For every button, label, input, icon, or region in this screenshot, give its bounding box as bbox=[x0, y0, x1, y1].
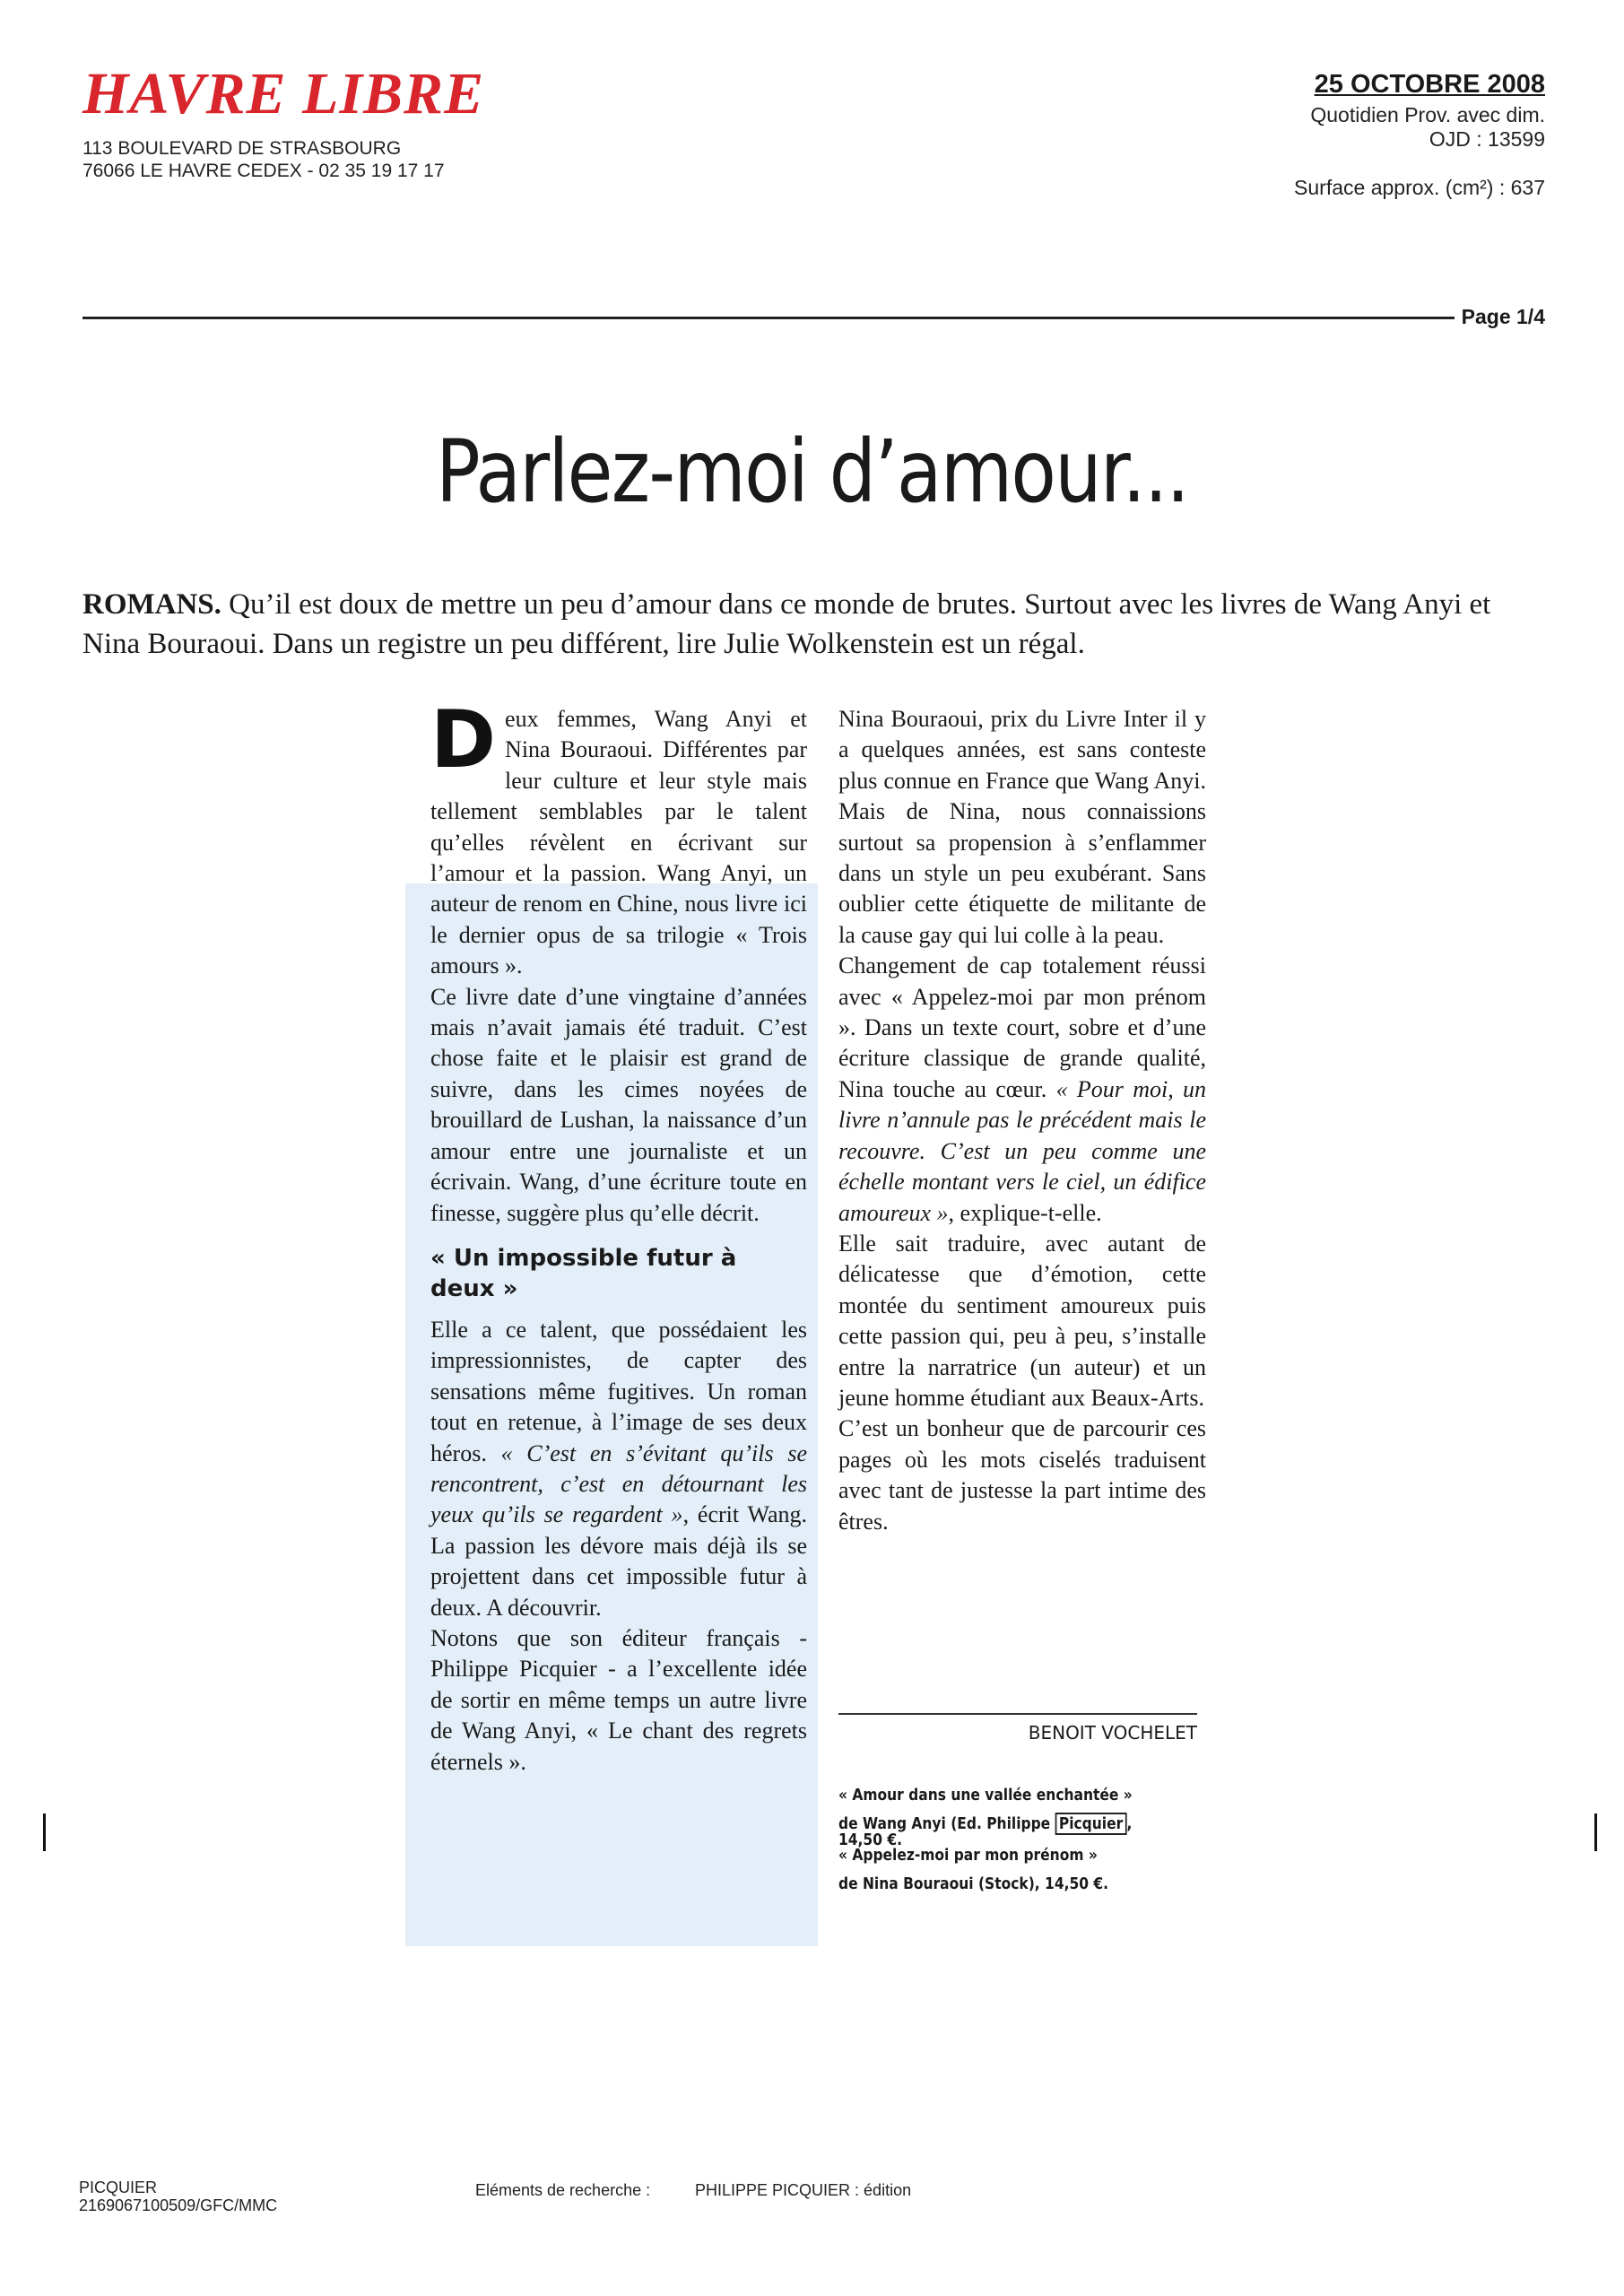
address-line-2: 76066 LE HAVRE CEDEX - 02 35 19 17 17 bbox=[83, 161, 445, 181]
book-ref-1-author: de Wang Anyi (Ed. Philippe bbox=[838, 1814, 1055, 1833]
footer-search-value: PHILIPPE PICQUIER : édition bbox=[695, 2181, 912, 2199]
book-ref-2-details: de Nina Bouraoui (Stock), 14,50 €. bbox=[838, 1874, 1109, 1893]
surface-area: Surface approx. (cm²) : 637 bbox=[1294, 176, 1545, 199]
paragraph-7: Elle sait traduire, avec autant de délicatesse que d’émotion, cette montée du sentiment amoureux puis cette passion qui, peu à peu, s’installe entre la narratrice (un auteur) et un jeune homme étudiant aux Beaux-Arts. bbox=[838, 1230, 1206, 1411]
signature-rule bbox=[838, 1713, 1197, 1715]
paragraph-2: Ce livre date d’une vingtaine d’années mais n’avait jamais été traduit. C’est chose faite et le plaisir est grand de suivre, dans les cimes noyées de brouillard de Lushan, la naissance d’un amour entre une journaliste et un écrivain. Wang, d’une écriture toute en finesse, suggère plus qu’elle décrit. bbox=[430, 983, 807, 1226]
header-rule bbox=[83, 317, 1455, 319]
footer-code: 2169067100509/GFC/MMC bbox=[79, 2196, 278, 2214]
paragraph-1-text: eux femmes, Wang Anyi et Nina Bouraoui. Différentes par leur culture et leur style mais tellement semblables par le talent qu’elles révèlent en écrivant sur l’amour et la passion. Wang Anyi, un auteur de renom en Chine, nous livre ici le dernier opus de sa trilogie « Trois amours ». bbox=[430, 706, 807, 979]
paragraph-3-text-b: , écrit Wang. La passion les dévore mais déjà ils se projettent dans cet impossible futur à deux. A découvrir. bbox=[430, 1501, 807, 1621]
paragraph-5: Nina Bouraoui, prix du Livre Inter il y a quelques années, est sans conteste plus connue en France que Wang Anyi. Mais de Nina, nous connaissions surtout sa propension à s’enflammer dans un style un peu exubérant. Sans oublier cette étiquette de militante de la cause gay qui lui colle à la peau. bbox=[838, 706, 1206, 948]
nina-quote: « Pour moi, un livre n’annule pas le précédent mais le recouvre. C’est un peu comme une échelle montant vers le ciel, un édifice amoureux » bbox=[838, 1075, 1206, 1226]
article-headline: Parlez-moi d’amour... bbox=[435, 422, 1189, 522]
book-ref-1-price: , 14,50 €. bbox=[838, 1814, 1133, 1849]
publication-date: 25 OCTOBRE 2008 bbox=[1314, 70, 1545, 99]
paragraph-4: Notons que son éditeur français - Philippe Picquier - a l’excellente idée de sortir en même temps un autre livre de Wang Anyi, « Le chant des regrets éternels ». bbox=[430, 1624, 807, 1775]
drop-cap: D bbox=[430, 693, 497, 786]
article-lede bbox=[83, 585, 1553, 664]
newspaper-logo: HAVRE LIBRE bbox=[83, 61, 485, 126]
paragraph-3-text-a: Elle a ce talent, que possédaient les impressionnistes, de capter des sensations même fugitives. Un roman tout en retenue, à l’image de ses deux héros. bbox=[430, 1316, 807, 1466]
paragraph-6 bbox=[838, 951, 1206, 1229]
paragraph-6-text-b: , explique-t-elle. bbox=[948, 1199, 1102, 1226]
address-line-1: 113 BOULEVARD DE STRASBOURG bbox=[83, 138, 402, 159]
scan-mark-right bbox=[1594, 1813, 1597, 1851]
scan-mark-left bbox=[43, 1813, 46, 1851]
footer-search-label: Eléments de recherche : bbox=[475, 2181, 651, 2199]
lede-text: Qu’il est doux de mettre un peu d’amour dans ce monde de brutes. Surtout avec les livres de Wang Anyi et Nina Bouraoui. Dans un registre un peu différent, lire Julie Wolkenstein est un régal. bbox=[83, 588, 1491, 660]
article-subhead: « Un impossible futur à deux » bbox=[430, 1244, 737, 1302]
wang-quote: « C’est en s’évitant qu’ils se rencontrent, c’est en détournant les yeux qu’ils se regardent » bbox=[430, 1439, 807, 1528]
book-ref-2-title: « Appelez-moi par mon prénom » bbox=[838, 1846, 1098, 1865]
book-ref-1-title: « Amour dans une vallée enchantée » bbox=[838, 1786, 1133, 1805]
page-number: Page 1/4 bbox=[1461, 305, 1545, 328]
paragraph-1 bbox=[430, 693, 807, 982]
footer-client: PICQUIER bbox=[79, 2179, 158, 2196]
author-signature: BENOIT VOCHELET bbox=[1028, 1722, 1197, 1744]
paragraph-6-text-a: Changement de cap totalement réussi avec « Appelez-moi par mon prénom ». Dans un texte court, sobre et d’une écriture classique de grande qualité, Nina touche au cœur. bbox=[838, 952, 1206, 1102]
article-column-left bbox=[430, 693, 807, 1778]
publication-frequency: Quotidien Prov. avec dim. bbox=[1310, 103, 1545, 126]
lede-label: ROMANS. bbox=[83, 588, 221, 621]
paragraph-3 bbox=[430, 1315, 807, 1623]
circulation: OJD : 13599 bbox=[1429, 127, 1545, 151]
book-ref-1-details bbox=[838, 1816, 1177, 1848]
publisher-highlight: Picquier bbox=[1055, 1813, 1127, 1835]
article-column-right bbox=[838, 704, 1206, 1537]
paragraph-8: C’est un bonheur que de parcourir ces pages où les mots ciselés traduisent avec tant de justesse la part intime des êtres. bbox=[838, 1415, 1206, 1535]
